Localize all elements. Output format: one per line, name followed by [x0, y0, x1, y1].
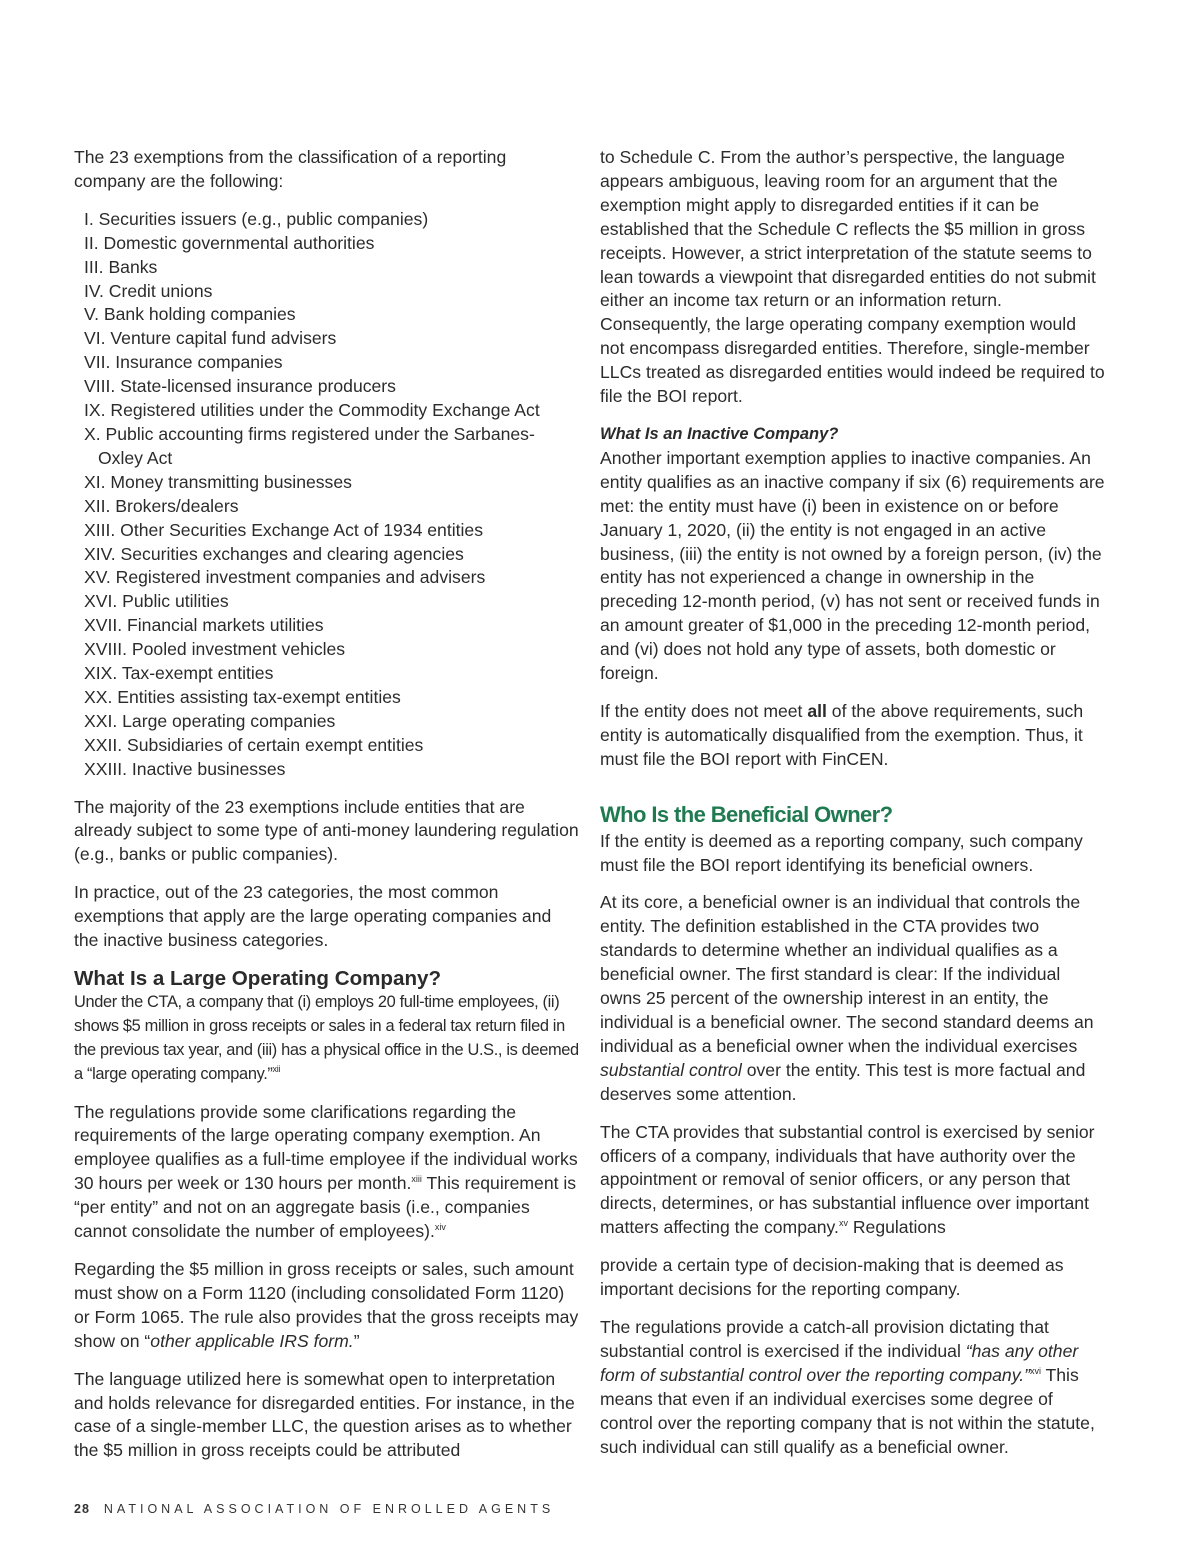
inactive-company-heading: What Is an Inactive Company?	[600, 424, 839, 443]
list-item: XVIII. Pooled investment vehicles	[84, 639, 346, 660]
page-number: 28	[74, 1502, 90, 1516]
left-column	[74, 146, 579, 1477]
inactive-company-paragraph: Another important exemption applies to inactive companies. An entity qualifies as an inactive company if six (6) requirements are met: the entity must have (i) been in existence on or before January 1, 2020, (ii) the entity is not engaged in an active business, (iii) the entity is not owned by a foreign person, (iv) the entity has not experienced a change in ownership in the preceding 12-month period, (v) has not sent or received funds in an amount greater of $1,000 in the preceding 12-month period, and (vi) does not hold any type of assets, both domestic or foreign.	[600, 447, 1105, 684]
disqualification-text-1: If the entity does not meet	[600, 700, 808, 721]
footnote-ref: xiii	[411, 1174, 422, 1185]
publication-name: NATIONAL ASSOCIATION OF ENROLLED AGENTS	[103, 1502, 555, 1516]
gross-receipts-italic: other applicable IRS form.	[150, 1330, 354, 1351]
practice-paragraph: In practice, out of the 23 categories, the most common exemptions that apply are the large operating companies and the inactive business categories.	[74, 882, 552, 951]
list-item: XIII. Other Securities Exchange Act of 1934 entities	[84, 519, 484, 540]
core-definition-paragraph	[600, 891, 1105, 1106]
regulations-text-1: The regulations provide some clarifications regarding the requirements of the large operating company exemption. An employee qualifies as a full-time employee if the individual works 30 hours per week or 130 hours per month.	[74, 1101, 578, 1194]
list-item: XI. Money transmitting businesses	[84, 471, 352, 492]
list-item: XIV. Securities exchanges and clearing agencies	[84, 543, 464, 564]
catch-all-text-1: The regulations provide a catch-all provision dictating that substantial control is exercised if the individual	[600, 1316, 1049, 1361]
list-item: XX. Entities assisting tax-exempt entities	[84, 686, 401, 707]
list-item: X. Public accounting firms registered under the Sarbanes-Oxley Act	[84, 423, 535, 468]
majority-paragraph: The majority of the 23 exemptions include entities that are already subject to some type of anti-money laundering regulation (e.g., banks or public companies).	[74, 796, 579, 865]
list-item: VII. Insurance companies	[84, 352, 283, 373]
cta-control-paragraph	[600, 1121, 1105, 1241]
footnote-ref: xiv	[434, 1222, 446, 1233]
beneficial-owner-section-title: Who Is the Beneficial Owner?	[600, 801, 893, 827]
list-item: II. Domestic governmental authorities	[84, 232, 375, 253]
list-item: VI. Venture capital fund advisers	[84, 328, 337, 349]
core-italic: substantial control	[600, 1059, 742, 1080]
language-paragraph: The language utilized here is somewhat open to interpretation and holds relevance for disregarded entities. For instance, in the case of a single-member LLC, the question arises as to whether the $5 million in gross receipts could be attributed	[74, 1368, 575, 1461]
list-item: I. Securities issuers (e.g., public companies)	[84, 208, 429, 229]
list-item: IX. Registered utilities under the Commodity Exchange Act	[84, 400, 540, 421]
footnote-ref: xii	[272, 1063, 280, 1074]
catch-all-text-2: This means that even if an individual exercises some degree of control over the reporting company that is not within the statute, such individual can still qualify as a beneficial owner.	[600, 1364, 1095, 1457]
large-company-heading: What Is a Large Operating Company?	[74, 967, 442, 990]
gross-receipts-end: ”	[353, 1330, 360, 1351]
footnote-ref: xvi	[1029, 1365, 1041, 1376]
core-text-1: At its core, a beneficial owner is an individual that controls the entity. The definition established in the CTA provides two standards to determine whether an individual qualifies as a beneficial owner. The first standard is clear: If the individual owns 25 percent of the ownership interest in an entity, the individual is a beneficial owner. The second standard deems an individual as a beneficial owner when the individual exercises	[600, 892, 1094, 1056]
core-text-2: over the entity. This test is more factual and deserves some attention.	[600, 1059, 1086, 1104]
disqualification-paragraph	[600, 700, 1105, 772]
cta-text-1: The CTA provides that substantial control is exercised by senior officers of a company, individuals that have authority over the appointment or removal of senior officers, or any person that directs, determines, or has substantial influence over important matters affecting the company.	[600, 1121, 1095, 1238]
list-item: III. Banks	[84, 256, 158, 277]
exemptions-intro: The 23 exemptions from the classification of a reporting company are the following:	[74, 147, 507, 191]
continuation-paragraph: to Schedule C. From the author’s perspective, the language appears ambiguous, leaving room for an argument that the exemption might apply to disregarded entities if it can be established that the Schedule C reflects the $5 million in gross receipts. However, a strict interpretation of the statute seems to lean towards a viewpoint that disregarded entities do not submit either an income tax return or an information return. Consequently, the large operating company exemption would not encompass disregarded entities. Therefore, single-member LLCs treated as disregarded entities would indeed be required to file the BOI report.	[600, 147, 1105, 407]
disqualification-bold: all	[807, 700, 827, 721]
gross-receipts-paragraph	[74, 1258, 579, 1354]
cta-text-2: Regulations	[847, 1217, 946, 1238]
list-item: XXI. Large operating companies	[84, 710, 336, 731]
disqualification-text-2: of the above requirements, such entity is automatically disqualified from the exemption. Thus, it must file the BOI report with FinCEN.	[600, 700, 1084, 769]
regulations-paragraph	[74, 1101, 579, 1244]
footnote-ref: xv	[838, 1218, 848, 1229]
beneficial-owner-intro: If the entity is deemed as a reporting company, such company must file the BOI report identifying its beneficial owners.	[600, 830, 1083, 875]
list-item: XII. Brokers/dealers	[84, 495, 239, 516]
list-item: XV. Registered investment companies and advisers	[84, 567, 486, 588]
regulations-text-2: This requirement is “per entity” and not on an aggregate basis (i.e., companies cannot consolidate the number of employees).	[74, 1173, 577, 1242]
large-company-definition	[74, 991, 579, 1087]
page-footer	[74, 1502, 554, 1516]
exemptions-list	[74, 208, 579, 782]
list-item: XVI. Public utilities	[84, 591, 229, 612]
catch-all-paragraph	[600, 1316, 1105, 1459]
list-item: IV. Credit unions	[84, 280, 213, 301]
large-company-definition-text: Under the CTA, a company that (i) employs 20 full-time employees, (ii) shows $5 million in gross receipts or sales in a federal tax return filed in the previous tax year, and (iii) has a physical office in the U.S., is deemed a “large operating company.”	[74, 992, 579, 1083]
list-item: V. Bank holding companies	[84, 304, 296, 325]
list-item: XXIII. Inactive businesses	[84, 758, 286, 779]
decision-paragraph: provide a certain type of decision-making that is deemed as important decisions for the reporting company.	[600, 1255, 1064, 1300]
gross-receipts-text: Regarding the $5 million in gross receipts or sales, such amount must show on a Form 1120 (including consolidated Form 1120) or Form 1065. The rule also provides that the gross receipts may show on “	[74, 1258, 579, 1351]
list-item: XIX. Tax-exempt entities	[84, 663, 274, 684]
catch-all-italic: “has any other form of substantial control over the reporting company.”	[600, 1340, 1079, 1385]
list-item: XVII. Financial markets utilities	[84, 615, 324, 636]
list-item: VIII. State-licensed insurance producers	[84, 376, 396, 397]
list-item: XXII. Subsidiaries of certain exempt entities	[84, 734, 424, 755]
right-column	[600, 146, 1105, 1473]
